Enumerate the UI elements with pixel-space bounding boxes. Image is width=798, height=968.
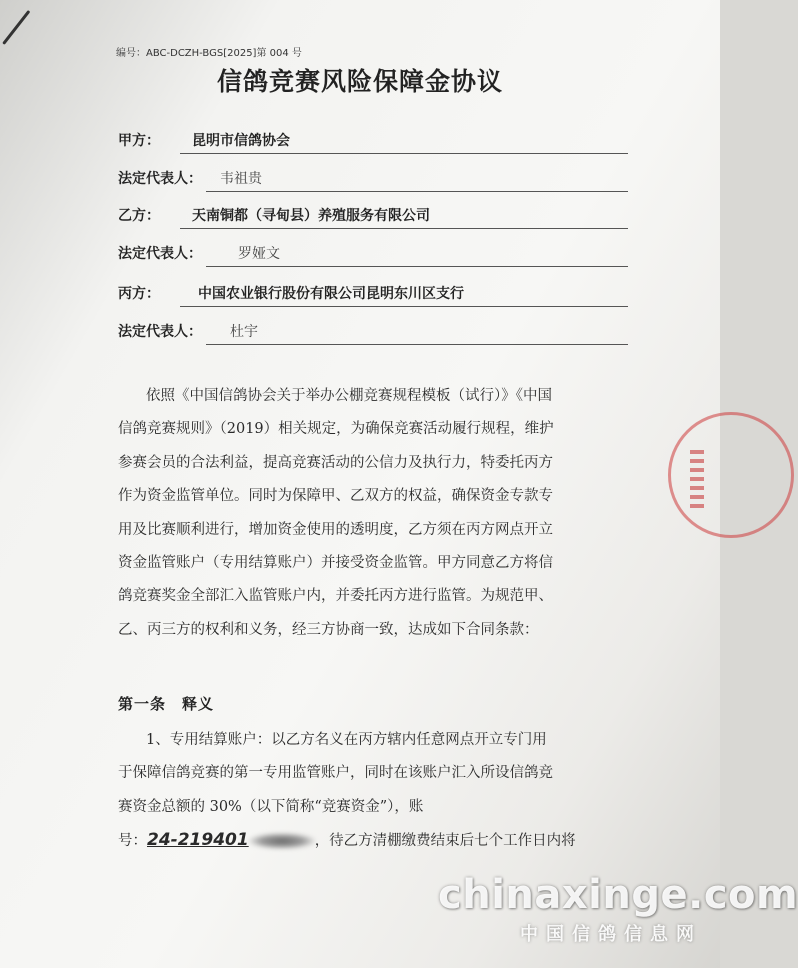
preamble-paragraph [118, 380, 630, 647]
red-seal-stamp [668, 412, 794, 538]
account-suffix: ，待乙方清棚缴费结束后七个工作日内将 [314, 833, 576, 850]
party-a-rep-row [118, 168, 628, 192]
article-line: 赛资金总额的 30%（以下简称“竞赛资金”），账 [118, 798, 424, 815]
party-b-rep-value: 罗娅文 [238, 246, 280, 262]
seal-marks [690, 450, 704, 510]
party-c-rep-row [118, 321, 628, 345]
party-c-value: 中国农业银行股份有限公司昆明东川区支行 [198, 286, 464, 302]
site-name-watermark: 中国信鸽信息网 [520, 924, 702, 945]
preamble-line: 信鸽竞赛规则》（2019）相关规定，为确保竞赛活动履行规程，维护 [118, 421, 554, 438]
party-a-value: 昆明市信鸽协会 [192, 133, 290, 149]
party-b-label: 乙方： [118, 208, 160, 224]
pen-mark [2, 10, 30, 45]
party-a-rep-value: 韦祖贵 [220, 171, 262, 187]
party-c-rep-label: 法定代表人： [118, 324, 202, 340]
article-paragraph [118, 724, 630, 859]
party-a-row [118, 130, 628, 154]
preamble-line: 资金监管账户（专用结算账户）并接受资金监管。甲方同意乙方将信 [118, 555, 553, 572]
underline [180, 228, 628, 229]
article-heading: 第一条 释义 [118, 695, 215, 713]
site-watermark: chinaxinge.com [438, 872, 798, 918]
document-title: 信鸽竞赛风险保障金协议 [216, 67, 503, 96]
preamble-line: 用及比赛顺利进行，增加资金使用的透明度，乙方须在丙方网点开立 [118, 521, 553, 538]
preamble-line: 乙、丙三方的权利和义务，经三方协商一致，达成如下合同条款： [118, 621, 539, 638]
article-line [118, 824, 630, 858]
account-number-handwritten: 24-219401 [147, 830, 249, 851]
redacted-account-digits [249, 833, 315, 849]
preamble-line: 鸽竞赛奖金全部汇入监管账户内，并委托丙方进行监管。为规范甲、 [118, 588, 553, 605]
preamble-line: 作为资金监管单位。同时为保障甲、乙双方的权益，确保资金专款专 [118, 488, 553, 505]
article-line: 1、专用结算账户：以乙方名义在丙方辖内任意网点开立专门用 [146, 732, 547, 748]
underline [206, 344, 628, 345]
party-c-row [118, 283, 628, 307]
document-number: 编号：ABC-DCZH-BGS[2025]第 004 号 [116, 48, 302, 59]
party-b-row [118, 205, 628, 229]
underline [206, 191, 628, 192]
underline [206, 266, 628, 267]
preamble-line: 依照《中国信鸽协会关于举办公棚竞赛规程模板（试行）》《中国 [146, 388, 552, 404]
party-c-rep-value: 杜宇 [230, 324, 258, 340]
account-prefix: 号： [118, 833, 147, 850]
article-line: 于保障信鸽竞赛的第一专用监管账户，同时在该账户汇入所设信鸽竞 [118, 765, 553, 782]
party-b-rep-label: 法定代表人： [118, 246, 202, 262]
party-a-label: 甲方： [118, 133, 160, 149]
underline [180, 306, 628, 307]
party-a-rep-label: 法定代表人： [118, 171, 202, 187]
underline [180, 153, 628, 154]
preamble-line: 参赛会员的合法利益，提高竞赛活动的公信力及执行力，特委托丙方 [118, 454, 553, 471]
party-c-label: 丙方： [118, 286, 160, 302]
party-b-rep-row [118, 243, 628, 267]
party-b-value: 天南铜都（寻甸县）养殖服务有限公司 [192, 208, 430, 224]
